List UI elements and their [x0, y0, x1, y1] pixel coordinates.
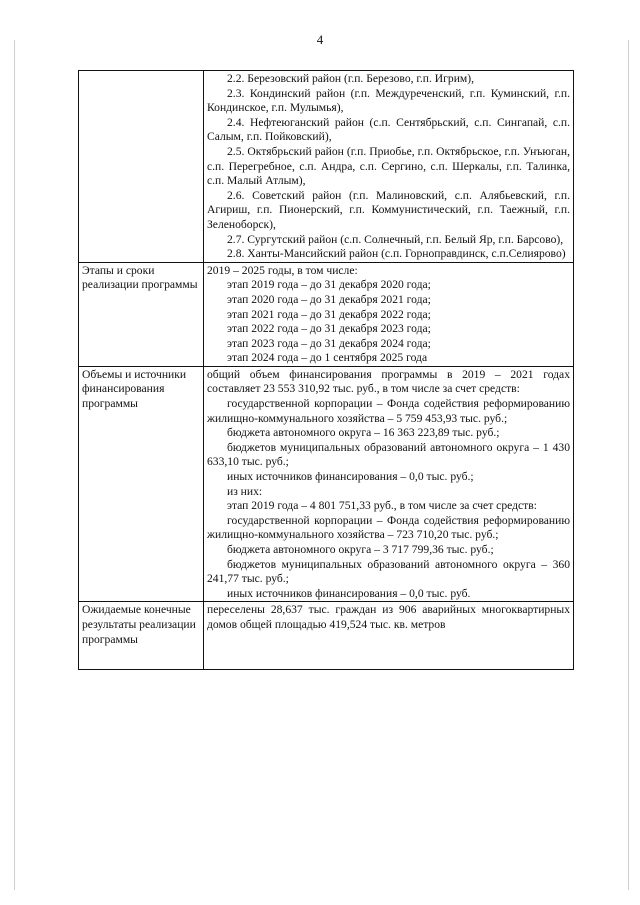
- scan-edge-right: [628, 40, 629, 890]
- table-row-stages: [79, 262, 574, 366]
- funding-fund: государственной корпорации – Фонда содействия реформированию жилищно-коммунального хозяйства – 5 759 453,93 тыс. руб.;: [207, 397, 570, 425]
- table-row-funding: [79, 366, 574, 602]
- district-item: 2.6. Советский район (г.п. Малиновский, с.п. Алябьевский, г.п. Агириш, г.п. Пионерский, г.п. Коммунистический, г.п. Таежный, г.п. Зеленоборск),: [207, 188, 570, 231]
- district-item: 2.8. Ханты-Мансийский район (с.п. Горноправдинск, с.п.Селиярово): [227, 247, 566, 261]
- scan-edge-left: [14, 40, 15, 890]
- district-item: 2.5. Октябрьский район (г.п. Приобье, г.п. Октябрьское, г.п. Унъюган, с.п. Перегребное, с.п. Андра, с.п. Сергино, с.п. Шеркалы, г.п. Талинка, с.п. Малый Атлым),: [207, 144, 570, 188]
- districts-cell: [204, 71, 574, 263]
- results-label: Ожидаемые конечные результаты реализации программы: [79, 602, 204, 670]
- results-text: переселены 28,637 тыс. граждан из 906 аварийных многоквартирных домов общей площадью 419,524 тыс. кв. метров: [207, 603, 570, 631]
- funding-other-2019: иных источников финансирования – 0,0 тыс. руб.: [227, 586, 471, 600]
- funding-cell: [204, 366, 574, 602]
- funding-total: общий объем финансирования программы в 2019 – 2021 годах составляет 23 553 310,92 тыс. руб., в том числе за счет средств:: [207, 367, 570, 396]
- funding-other: иных источников финансирования – 0,0 тыс. руб.;: [227, 470, 474, 484]
- funding-region-2019: бюджета автономного округа – 3 717 799,36 тыс. руб.;: [227, 543, 494, 556]
- stage-item: этап 2024 года – до 1 сентября 2025 года: [227, 351, 428, 365]
- stage-item: этап 2021 года – до 31 декабря 2022 года;: [227, 307, 431, 321]
- funding-municipal: бюджетов муниципальных образований автономного округа – 1 430 633,10 тыс. руб.;: [207, 440, 570, 469]
- table-row-districts: [79, 71, 574, 263]
- stages-intro: 2019 – 2025 годы, в том числе:: [207, 263, 358, 277]
- page-number: 4: [316, 32, 324, 47]
- stages-cell: [204, 262, 574, 366]
- funding-stage-2019: этап 2019 года – 4 801 751,33 руб., в том числе за счет средств:: [227, 499, 537, 513]
- table-row-results: [79, 602, 574, 670]
- district-item: 2.4. Нефтеюганский район (с.п. Сентябрьский, с.п. Сингапай, с.п. Салым, г.п. Пойковский),: [207, 115, 570, 144]
- district-item: 2.7. Сургутский район (с.п. Солнечный, г.п. Белый Яр, г.п. Барсово),: [227, 232, 564, 246]
- results-cell: [204, 602, 574, 670]
- stage-item: этап 2020 года – до 31 декабря 2021 года;: [227, 292, 431, 306]
- funding-fund-2019: государственной корпорации – Фонда содействия реформированию жилищно-коммунального хозяйства – 723 710,20 тыс. руб.;: [207, 513, 570, 542]
- program-passport-table: [78, 70, 574, 670]
- funding-label: Объемы и источники финансирования программы: [79, 366, 204, 602]
- stage-item: этап 2022 года – до 31 декабря 2023 года;: [227, 322, 431, 336]
- funding-of-which: из них:: [227, 484, 263, 498]
- district-item: 2.3. Кондинский район (г.п. Междуреченский, г.п. Куминский, г.п. Кондинское, г.п. Мулымья),: [207, 86, 570, 115]
- funding-region: бюджета автономного округа – 16 363 223,89 тыс. руб.;: [227, 426, 500, 440]
- district-item: 2.2. Березовский район (г.п. Березово, г.п. Игрим),: [227, 72, 474, 85]
- stage-item: этап 2023 года – до 31 декабря 2024 года;: [227, 336, 431, 350]
- label-cell-empty: [79, 71, 204, 263]
- funding-municipal-2019: бюджетов муниципальных образований автономного округа – 360 241,77 тыс. руб.;: [207, 557, 570, 586]
- stages-label: Этапы и сроки реализации программы: [79, 262, 204, 366]
- stage-item: этап 2019 года – до 31 декабря 2020 года;: [227, 278, 431, 292]
